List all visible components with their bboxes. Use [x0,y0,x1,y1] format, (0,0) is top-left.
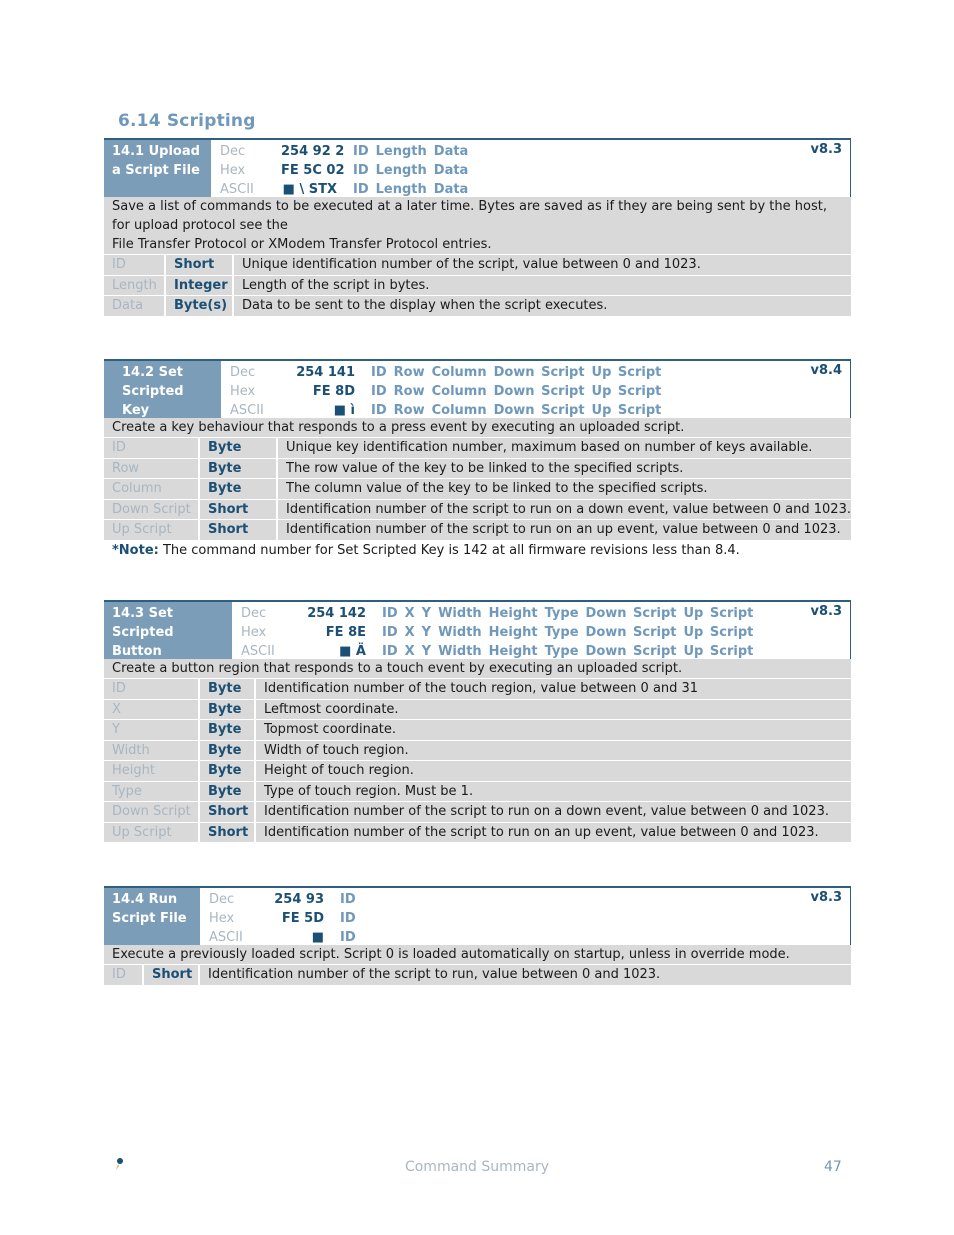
params-dec: ID X Y Width Height Type Down Script Up Script [382,606,754,621]
command-description: Create a key behaviour that responds to a press event by executing an uploaded script. [104,418,851,438]
param-row: Y Byte Topmost coordinate. [104,720,851,741]
param-row: ID Short Unique identification number of the script, value between 0 and 1023. [104,255,851,276]
version-badge: v8.3 [810,604,842,619]
param-row: Data Byte(s) Data to be sent to the display when the script executes. [104,296,851,317]
command-codes: Dec 254 142 ID X Y Width Height Type Down Script Up Script Hex FE 8E ID X Y Width Height Type Down Script Up Script ASCII ■ Ä ID X Y Width Height Type Down Script Up Script v8.3 [241,604,842,659]
param-row: Length Integer Length of the script in bytes. [104,276,851,297]
page-number: 47 [824,1159,842,1175]
param-row: Column Byte The column value of the key to be linked to the specified scripts. [104,479,851,500]
command-header [104,600,851,659]
params-hex: ID Length Data [353,163,469,178]
ascii-value: ■ \ STX [282,182,337,197]
params-ascii: ID X Y Width Height Type Down Script Up Script [382,644,754,659]
version-badge: v8.4 [810,363,842,378]
param-row: Width Byte Width of touch region. [104,741,851,762]
version-badge: v8.3 [810,890,842,905]
ascii-label: ASCII [220,182,254,197]
hex-value: FE 5C 02 [281,163,345,178]
command-codes: Dec 254 93 ID Hex FE 5D ID ASCII ■ ID v8.3 [209,890,842,945]
params-ascii: ID Length Data [353,182,469,197]
section-title: 6.14 Scripting [118,111,256,131]
command-header [104,138,851,197]
command-codes [211,140,850,197]
note-text: The command number for Set Scripted Key is 142 at all firmware revisions less than 8.4. [158,542,740,558]
command-header [104,886,851,945]
params-ascii: ID Row Column Down Script Up Script [371,403,662,418]
command-name: 14.2 Set Scripted Key [104,361,221,418]
command-codes: Dec 254 141 ID Row Column Down Script Up Script Hex FE 8D ID Row Column Down Script Up Script ASCII ■ ì ID Row Column Down Script Up Script v8.4 [230,363,842,418]
command-header [104,359,851,418]
params-hex: ID Row Column Down Script Up Script [371,384,662,399]
footer-title: Command Summary [404,1159,550,1175]
param-row: Down Script Short Identification number of the script to run on a down event, value between 0 and 1023. [104,500,851,521]
param-row: X Byte Leftmost coordinate. [104,700,851,721]
param-row: Up Script Short Identification number of the script to run on an up event, value between 0 and 1023. [104,520,851,541]
params-dec: ID Length Data [353,144,469,159]
version-badge: v8.3 [810,142,842,157]
param-row: Type Byte Type of touch region. Must be 1. [104,782,851,803]
params-hex: ID [340,911,356,926]
note [104,541,851,561]
hex-label: Hex [220,163,246,178]
command-block-set-scripted-key [104,359,851,561]
dec-value: 254 92 2 [281,144,345,159]
param-row: ID Short Identification number of the script to run, value between 0 and 1023. [104,965,851,986]
params-ascii: ID [340,930,356,945]
command-block-run-script [104,886,851,986]
params-hex: ID X Y Width Height Type Down Script Up Script [382,625,754,640]
param-row: Height Byte Height of touch region. [104,761,851,782]
params-dec: ID Row Column Down Script Up Script [371,365,662,380]
dec-label: Dec [220,144,246,159]
command-description: Execute a previously loaded script. Script 0 is loaded automatically on startup, unless in override mode. [104,945,851,965]
param-row: ID Byte Unique key identification number, maximum based on number of keys available. [104,438,851,459]
params-dec: ID [340,892,356,907]
command-name: 14.4 Run Script File [104,888,200,945]
param-row: Up Script Short Identification number of the script to run on an up event, value between 0 and 1023. [104,823,851,844]
command-description: Save a list of commands to be executed at a later time. Bytes are saved as if they are being sent by the host, for upload protocol see the File Transfer Protocol or XModem Transfer Protocol entries. [104,197,851,255]
param-row: Row Byte The row value of the key to be linked to the specified scripts. [104,459,851,480]
param-row: ID Byte Identification number of the touch region, value between 0 and 31 [104,679,851,700]
command-description: Create a button region that responds to a touch event by executing an uploaded script. [104,659,851,679]
command-name: 14.1 Upload a Script File [104,140,211,197]
command-block-upload-script [104,138,851,317]
param-row: Down Script Short Identification number of the script to run on a down event, value between 0 and 1023. [104,802,851,823]
note-label: *Note: [112,542,159,558]
command-block-set-scripted-button [104,600,851,843]
command-name: 14.3 Set Scripted Button [104,602,232,659]
